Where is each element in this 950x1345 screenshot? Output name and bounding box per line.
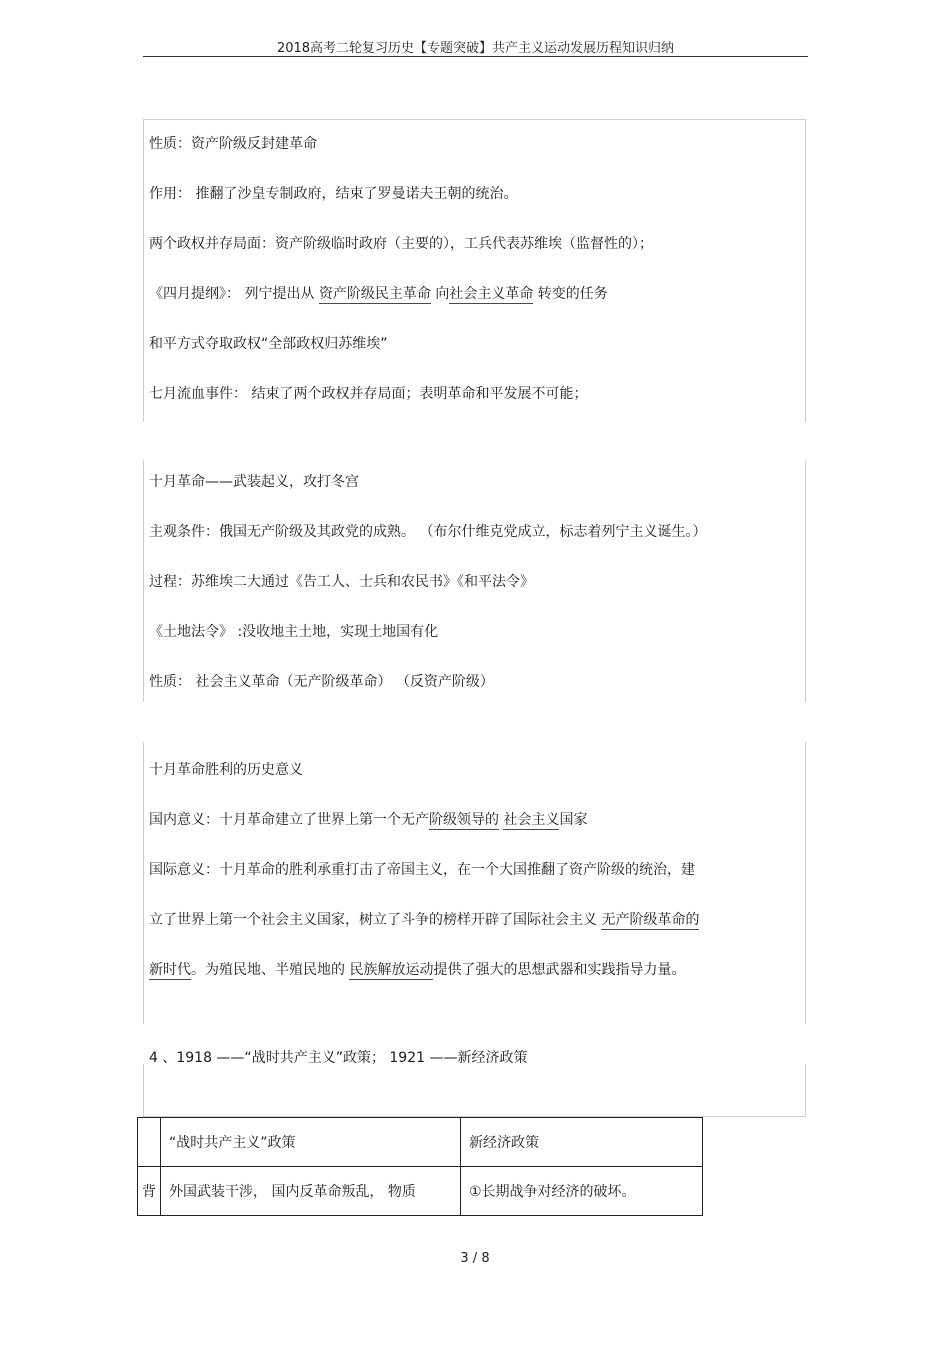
text-line-effect: 作用： 推翻了沙皇专制政府，结束了罗曼诺夫王朝的统治。 xyxy=(149,186,518,202)
header-rule xyxy=(143,56,808,57)
text-line-process: 过程：苏维埃二大通过《告工人、士兵和农民书》《和平法令》 xyxy=(149,574,534,590)
fill-blank: 阶级领导的 xyxy=(429,812,499,828)
text-line-new-era xyxy=(149,959,685,980)
table-row xyxy=(138,1167,703,1216)
page-number: 3 / 8 xyxy=(460,1251,490,1266)
text-segment: 国内意义：十月革命建立了世界上第一个无产 xyxy=(149,812,429,828)
fill-blank: 资产阶级民主革命 xyxy=(318,286,431,302)
text-segment: 向 xyxy=(430,286,450,302)
content-frame-left xyxy=(143,460,144,702)
section-heading-significance: 十月革命胜利的历史意义 xyxy=(149,762,303,778)
content-frame-top xyxy=(143,119,806,120)
content-frame-left xyxy=(143,119,144,422)
text-line-domestic-significance xyxy=(149,809,587,830)
text-line-international-continued xyxy=(149,909,699,930)
fill-blank: 无产阶级革命的 xyxy=(601,912,700,928)
table-header-nep: 新经济政策 xyxy=(461,1118,703,1167)
text-line-dual-power: 两个政权并存局面：资产阶级临时政府（主要的），工兵代表苏维埃（监督性的）； xyxy=(149,236,653,252)
text-segment: 转变的任务 xyxy=(533,286,608,302)
section-heading-october-revolution: 十月革命——武装起义，攻打冬宫 xyxy=(149,474,359,490)
content-frame-right xyxy=(805,119,806,422)
policy-comparison-table xyxy=(137,1117,703,1216)
text-line-peaceful: 和平方式夺取政权“全部政权归苏维埃” xyxy=(149,336,388,352)
section-heading-policies: 4 、1918 ——“战时共产主义”政策； 1921 ——新经济政策 xyxy=(149,1050,528,1066)
text-line-land-decree: 《土地法令》 :没收地主土地，实现土地国有化 xyxy=(149,624,439,640)
table-cell: 外国武装干涉， 国内反革命叛乱， 物质 xyxy=(161,1167,461,1216)
text-line-nature-2: 性质： 社会主义革命（无产阶级革命） （反资产阶级） xyxy=(149,674,494,690)
text-segment: 《四月提纲》： 列宁提出从 xyxy=(149,286,319,302)
fill-blank: 社会主义 xyxy=(503,812,560,828)
content-frame-left xyxy=(143,1064,144,1116)
table-header-war-communism: “战时共产主义”政策 xyxy=(161,1118,461,1167)
text-segment: 提供了强大的思想武器和实践指导力量。 xyxy=(433,962,686,978)
text-line-july-days: 七月流血事件： 结束了两个政权并存局面；表明革命和平发展不可能； xyxy=(149,386,588,402)
text-segment: 。为殖民地、半殖民地的 xyxy=(191,962,350,978)
table-cell: ①长期战争对经济的破坏。 xyxy=(461,1167,703,1216)
table-row xyxy=(138,1118,703,1167)
text-segment: 国家 xyxy=(559,812,588,828)
text-line-nature: 性质：资产阶级反封建革命 xyxy=(149,136,317,152)
fill-blank: 社会主义革命 xyxy=(449,286,534,302)
table-cell-row-label: 背 xyxy=(138,1167,161,1216)
page-header: 2018高考二轮复习历史【专题突破】共产主义运动发展历程知识归纳 xyxy=(276,41,675,56)
fill-blank: 新时代 xyxy=(149,962,191,978)
content-frame-left xyxy=(143,742,144,1024)
text-line-april-theses xyxy=(149,283,608,304)
text-segment: 立了世界上第一个社会主义国家，树立了斗争的榜样开辟了国际社会主义 xyxy=(149,912,602,928)
content-frame-right xyxy=(805,460,806,702)
fill-blank: 民族解放运动 xyxy=(349,962,434,978)
text-line-international-significance: 国际意义：十月革命的胜利承重打击了帝国主义，在一个大国推翻了资产阶级的统治，建 xyxy=(149,862,695,878)
content-frame-right xyxy=(805,742,806,1024)
text-line-conditions: 主观条件：俄国无产阶级及其政党的成熟。 （布尔什维克党成立，标志着列宁主义诞生。） xyxy=(149,524,707,540)
table-cell xyxy=(138,1118,161,1167)
content-frame-right xyxy=(805,1064,806,1116)
